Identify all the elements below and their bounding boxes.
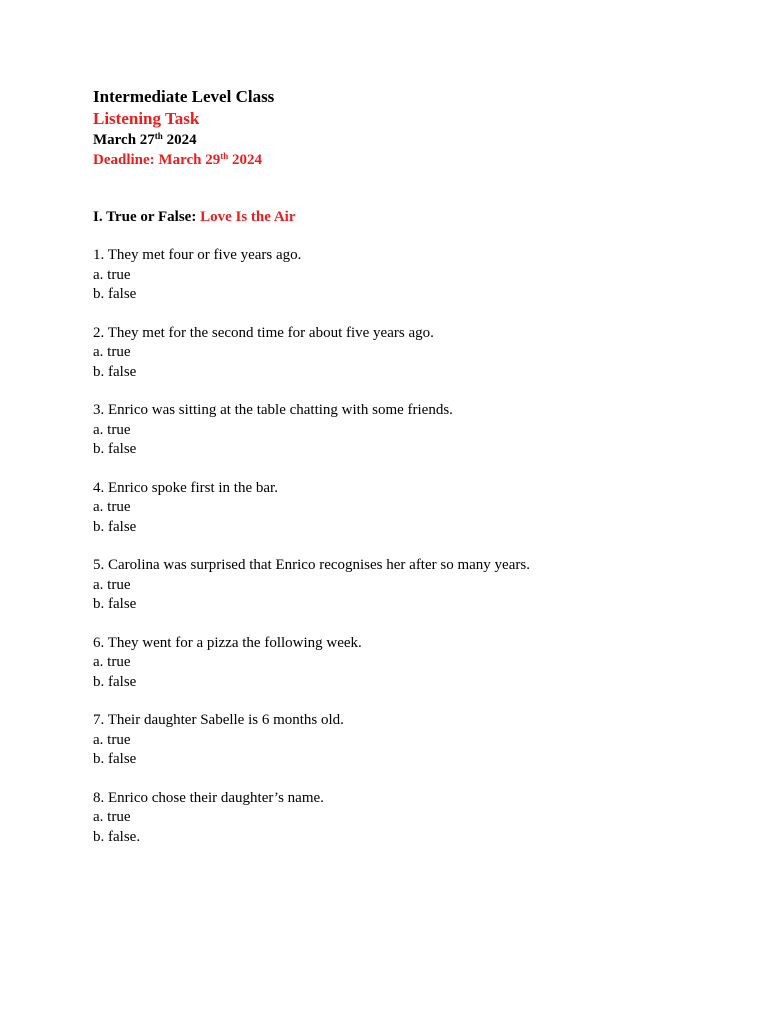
question-item [93, 324, 713, 383]
question-text: 7. Their daughter Sabelle is 6 months old. [93, 712, 344, 728]
question-item [93, 401, 713, 460]
answer-option-false: b. false [93, 518, 137, 535]
answer-option-true: a. true [93, 499, 131, 515]
question-text: 4. Enrico spoke first in the bar. [93, 479, 278, 496]
answer-option-false: b. false [93, 596, 137, 612]
date-year: 2024 [162, 132, 197, 148]
answer-option-true: a. true [93, 809, 131, 825]
answer-option-true: a. true [93, 421, 131, 438]
question-text: 5. Carolina was surprised that Enrico recognises her after so many years. [93, 557, 530, 573]
answer-option-true: a. true [93, 344, 131, 360]
document-page [93, 86, 713, 866]
deadline-text: Deadline: March 29 [93, 152, 221, 168]
class-title: Intermediate Level Class [93, 87, 275, 106]
question-item [93, 711, 713, 770]
question-item [93, 246, 713, 305]
question-item [93, 634, 713, 693]
section-heading [93, 208, 713, 227]
question-list [93, 246, 713, 847]
question-text: 6. They went for a pizza the following week. [93, 634, 362, 651]
answer-option-true: a. true [93, 654, 131, 670]
answer-option-false: b. false [93, 286, 137, 302]
answer-option-true: a. true [93, 731, 131, 748]
date-text: March 27 [93, 132, 155, 148]
question-text: 2. They met for the second time for about five years ago. [93, 324, 434, 341]
deadline-date [93, 150, 713, 170]
answer-option-true: a. true [93, 266, 131, 283]
answer-option-false: b. false [93, 673, 137, 690]
answer-option-true: a. true [93, 576, 131, 593]
question-text: 8. Enrico chose their daughter’s name. [93, 789, 324, 806]
deadline-year: 2024 [228, 152, 262, 168]
task-title: Listening Task [93, 109, 200, 128]
question-item [93, 789, 713, 848]
question-text: 1. They met four or five years ago. [93, 247, 302, 263]
assignment-date [93, 130, 713, 150]
answer-option-false: b. false. [93, 828, 141, 845]
answer-option-false: b. false [93, 751, 137, 767]
deadline-ordinal: th [220, 151, 229, 161]
answer-option-false: b. false [93, 441, 137, 457]
section-title: Love Is the Air [200, 209, 296, 225]
answer-option-false: b. false [93, 363, 137, 380]
date-ordinal: th [154, 131, 163, 141]
section-label: I. True or False: [93, 209, 201, 225]
question-text: 3. Enrico was sitting at the table chatting with some friends. [93, 402, 453, 418]
question-item [93, 556, 713, 615]
question-item [93, 479, 713, 538]
